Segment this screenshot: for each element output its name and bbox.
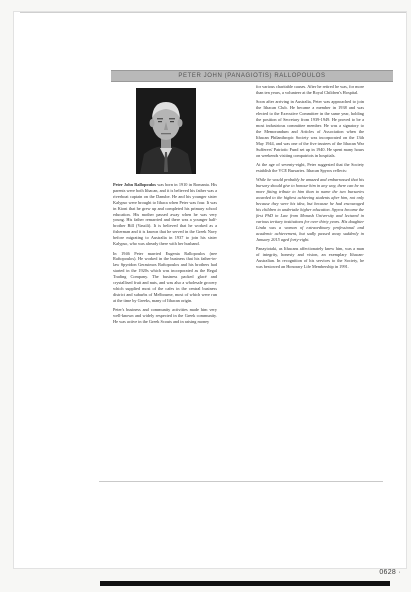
paragraph: In 1946 Peter married Eugenia Rallopoulos (nee Raftopoulos). He worked in the business that his father-in-law Spyridon Gerasimos Raftopoulos and his brothers had started in the 1920s which was incorporated as the Regal Trading Company. The business packed glacé and crystallised fruit and nuts, and was also a wholesale grocery which supplied most of the cafes in the central business district and suburbs of Melbourne, most of which were run at the time by Greeks, many of Ithacan origin. [113, 250, 217, 303]
page-stamp: 0628 · [379, 569, 401, 576]
quotation: While he would probably be amazed and embarrassed that his bursary should give to honour him in any way, there can be no more fitting tribute to him than to name the two bursaries awarded to the highest achieving students after him, not only because they were his idea, but because he had encouraged his children to undertake higher education. Spyros became the first PhD in Law from Monash University and lectured in various tertiary institutions for over thirty years. His daughter Linda was a woman of extraordinary professional and academic achievement, but sadly passed away suddenly in January 2015 aged forty-eight. [256, 177, 364, 242]
subject-name: Peter John Rallopoulos [113, 182, 156, 187]
paragraph-text: was born in 1910 in Romania. His parents were both Ithacan, and it is believed his father was a riverboat captain on the Danube. He and his younger sister Kalypso were brought to Ithaca when Peter was four. It was in Kioni that he grew up and completed his primary school education. His mother passed away when he was very young. His father remarried and there was a younger half-brother Bill (Vassili). It is believed that he worked as a fisherman and it is known that he served in the Greek Navy before migrating to Australia in 1937 to join his sister Kalypso, who was already there with her husband. [113, 182, 218, 247]
portrait-photo [136, 88, 196, 174]
scan-edge-bar [100, 581, 390, 586]
left-text-column [113, 182, 217, 329]
right-text-column [256, 84, 364, 273]
paragraph: for various charitable causes. After he retired he was, for more than ten years, a volunteer at the Royal Children's Hospital. [256, 84, 364, 95]
paragraph: Peter's business and community activities made him very well-known and widely respected in the Greek community. He was active in the Greek Scouts and in raising money [113, 307, 217, 325]
paragraph [113, 182, 217, 247]
paragraph: At the age of seventy-eight, Peter suggested that the Society establish the VCE Bursaries. Ithacan Spyros reflects: [256, 162, 364, 173]
paragraph: Panayiotaki, as Ithacans affectionately knew him, was a man of integrity, honesty and vision, an exemplary Ithacan-Australian. In recognition of his services to the Society, he was bestowed an Honorary Life Membership in 1991. [256, 246, 364, 269]
paragraph: Soon after arriving in Australia, Peter was approached to join the Ithacan Club. He became a member in 1938 and was elected to the Executive Committee in the same year, holding the position of Secretary from 1939-1949. He proved to be a most industrious committee member. He was a signatory to the Memorandum and Articles of Association when the Ithacan Philanthropic Society was incorporated on the 13th May 1944, and was one of the five trustees of the Ithacan War Sufferers' Patriotic Fund set up in 1940. He spent many hours on weekends visiting compatriots in hospitals. [256, 99, 364, 158]
divider-line [99, 481, 383, 482]
header-band [111, 70, 393, 82]
page-top-edge [20, 12, 406, 13]
portrait-illustration [136, 88, 196, 174]
article-title: PETER JOHN (PANAGIOTIS) RALLOPOULOS [178, 73, 326, 79]
